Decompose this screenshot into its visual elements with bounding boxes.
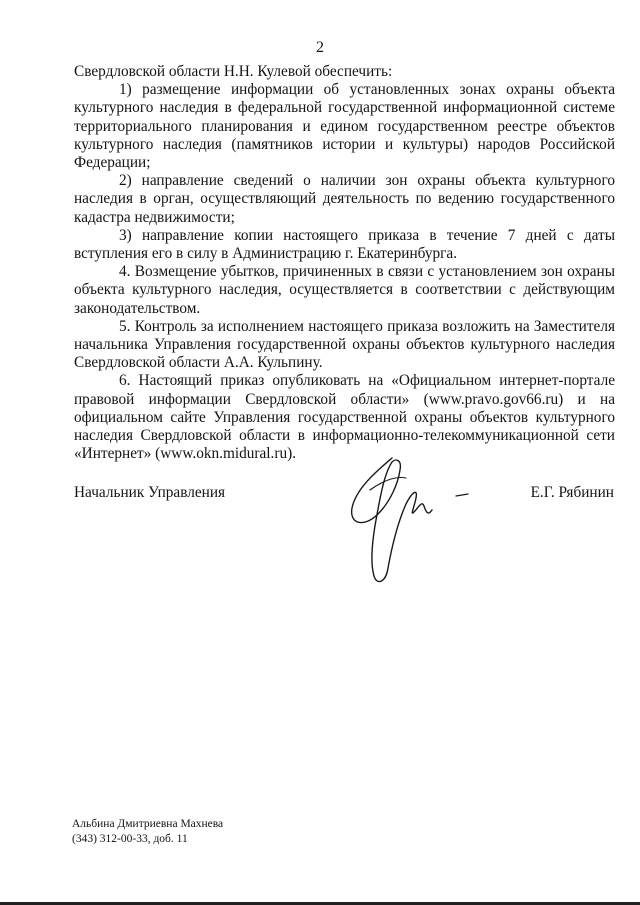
signatory-name: Е.Г. Рябинин	[530, 484, 614, 501]
page-number: 2	[316, 39, 324, 56]
paragraph-intro: Свердловской области Н.Н. Кулевой обеспечить:	[74, 63, 393, 80]
paragraph-5: 5. Контроль за исполнением настоящего приказа возложить на Заместителя начальника Управления государственной охраны объектов культурного наследия Свердловской области А.А. Кульпину.	[74, 317, 615, 372]
executor-info	[72, 817, 223, 846]
signatory-position: Начальник Управления	[74, 484, 226, 501]
paragraph-6: 6. Настоящий приказ опубликовать на «Официальном интернет-портале правовой информации Свердловской области» (www.pravo.gov66.ru) и на официальном сайте Управления государственной охраны объектов культурного наследия Свердловской области в информационно-телекоммуникационной сети «Интернет» (www.okn.midural.ru).	[74, 372, 615, 463]
document-body	[74, 63, 615, 463]
paragraph-item-3: 3) направление копии настоящего приказа в течение 7 дней с даты вступления его в силу в Администрацию г. Екатеринбурга.	[74, 226, 615, 263]
paragraph-4: 4. Возмещение убытков, причиненных в связи с установлением зон охраны объекта культурного наследия, осуществляется в соответствии с действующим законодательством.	[74, 263, 615, 317]
handwritten-signature	[340, 450, 475, 590]
paragraph-item-1: 1) размещение информации об установленных зонах охраны объекта культурного наследия в федеральной государственной информационной системе территориального планирования и едином государственном реестре объектов культурного наследия (памятников истории и культуры) народов Российской Федерации;	[74, 81, 615, 172]
paragraph-item-2: 2) направление сведений о наличии зон охраны объекта культурного наследия в орган, осуществляющий деятельность по ведению государственного кадастра недвижимости;	[74, 172, 615, 226]
executor-phone: (343) 312-00-33, доб. 11	[72, 832, 188, 845]
executor-name: Альбина Дмитриевна Махнева	[72, 818, 224, 830]
